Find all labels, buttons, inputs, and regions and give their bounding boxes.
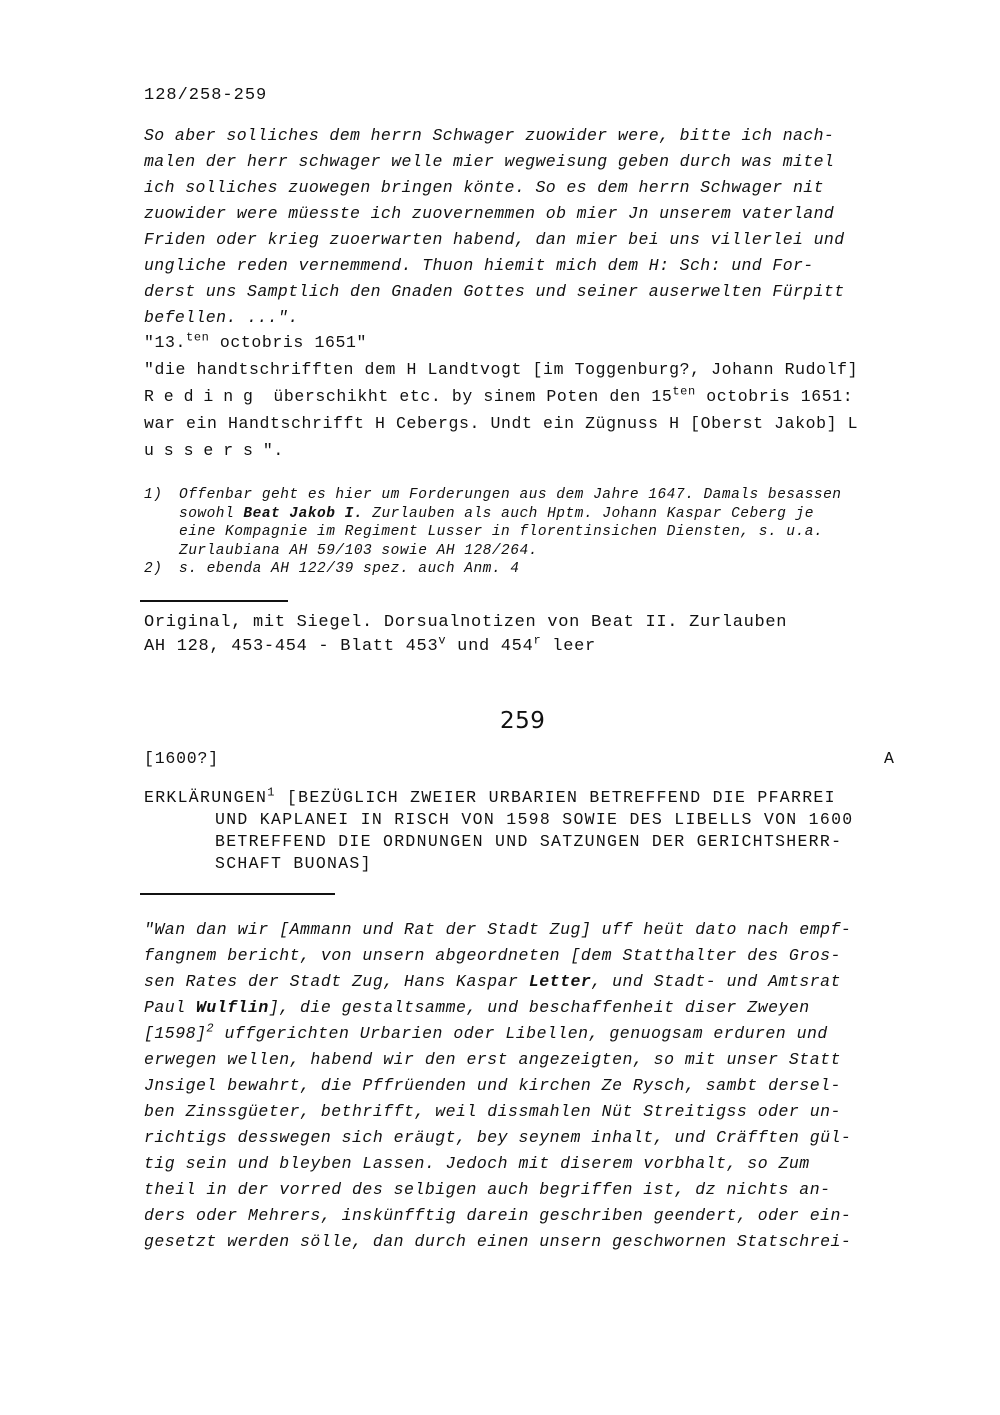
text-line: Friden oder krieg zuoerwarten habend, dan mier bei uns villerlei und — [144, 230, 845, 249]
document-date: [1600?] — [144, 749, 219, 768]
footnote-2: 2) s. ebenda AH 122/39 spez. auch Anm. 4 — [144, 561, 520, 577]
text-line: ungliche reden vernemmend. Thuon hiemit mich dem H: Sch: und For- — [144, 256, 814, 275]
footnote-1: 1) Offenbar geht es hier um Forderungen aus dem Jahre 1647. Damals besassen — [144, 487, 842, 503]
spaced-name: ussers — [144, 441, 263, 460]
footnotes: 1) Offenbar geht es hier um Forderungen aus dem Jahre 1647. Damals besassen sowohl Beat Jakob I. Zurlauben als auch Hptm. Johann Kaspar Ceberg je eine Kompagnie im Regiment Lusser in florentinsichen Diensten, s. u.a. Zurlaubiana AH 59/103 sowie AH 128/264. 2) s. ebenda AH 122/39 spez. auch Anm. 4 — [144, 487, 842, 577]
dorsal-notes — [144, 329, 858, 464]
document-title: ERKLÄRUNGEN$^1$ [BEZÜGLICH ZWEIER URBARIEN BETREFFEND DIE PFARREI UND KAPLANEI IN RISCH VON 1598 SOWIE DES LIBELLS VON 1600 BETREFFEND DIE ORDNUNGEN UND SATZUNGEN DER GERICHTSHERR- SCHAFT BUONAS] — [144, 785, 854, 873]
dorsal-date-line: "13.$^{ten}$ octobris 1651" — [144, 330, 367, 352]
letter-excerpt — [144, 123, 845, 331]
text-line: malen der herr schwager welle mier wegweisung geben durch was mitel — [144, 152, 835, 171]
text-line: derst uns Samptlich den Gnaden Gottes und seiner auserwelten Fürpitt — [144, 282, 845, 301]
document-number: 259 — [500, 708, 546, 734]
text-line: "die handtschrifften dem H Landtvogt [im Toggenburg?, Johann Rudolf] — [144, 360, 859, 379]
text-line: ussers". — [144, 441, 284, 460]
body-text: "Wan dan wir [Ammann und Rat der Stadt Zug] uff heüt dato nach empf- fangnem bericht, von unsern abgeordneten [dem Statthalter des Gros- sen Rates der Stadt Zug, Hans Kaspar Letter, und Stadt- und Amtsrat Paul Wulflin], die gestaltsamme, und beschaffenheit diser Zweyen $[1598]^2$ uffgerichten Urbarien oder Libellen, genuogsam erduren und erwegen wellen, habend wir den erst angezeigten, so mit unser Statt Jnsigel bewahrt, die Pffrüenden und kirchen Ze Rysch, sambt dersel- ben Zinssgüeter, bethrifft, weil dissmahlen Nüt Streitigss oder un- richtigs desswegen sich eräugt, bey seynem inhalt, und Cräfften gül- tig sein und bleyben Lassen. Jedoch mit diserem vorbhalt, so Zum theil in der vorred des selbigen auch begriffen ist, dz nichts an- ders oder Mehrers, inskünfftig darein geschriben geendert, oder ein- gesetzt werden sölle, dan durch einen unsern geschwornen Statschrei- — [144, 920, 852, 1251]
text-line: Reding überschikht etc. by sinem Poten den $15^{ten}$ octobris 1651: — [144, 384, 854, 406]
text-line: befellen. ...". — [144, 308, 299, 327]
text-line: zuowider were müesste ich zuovernemmen ob mier Jn unserem vaterland — [144, 204, 835, 223]
separator-rule — [140, 600, 288, 602]
header-reference: 128/258-259 — [144, 86, 268, 105]
text-line: ich solliches zuowegen bringen könte. So es dem herrn Schwager nit — [144, 178, 824, 197]
spaced-name: Reding — [144, 387, 263, 406]
text-line: war ein Handtschrifft H Cebergs. Undt ein Zügnuss H [Oberst Jakob] L — [144, 414, 859, 433]
document-version-letter: A — [884, 749, 894, 768]
separator-rule — [140, 893, 335, 895]
source-note: Original, mit Siegel. Dorsualnotizen von Beat II. Zurlauben AH 128, 453-454 - Blatt 453$^v$ und 454$^r$ leer — [144, 613, 788, 656]
text-line: So aber solliches dem herrn Schwager zuowider were, bitte ich nach- — [144, 126, 835, 145]
